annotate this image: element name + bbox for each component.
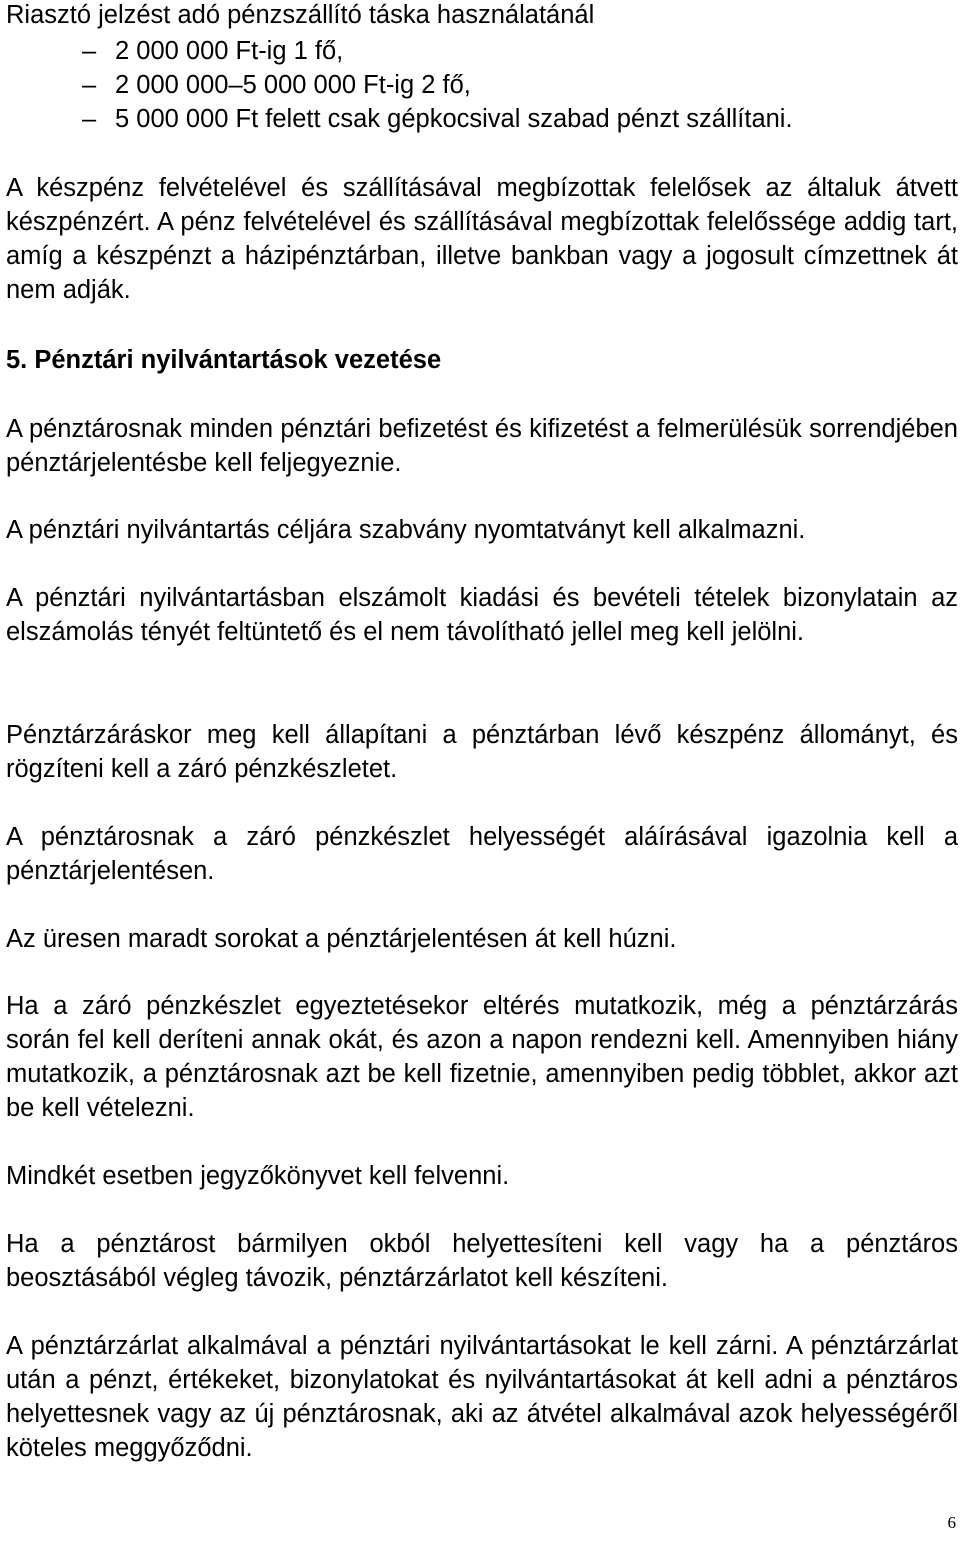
paragraph: A pénztári nyilvántartásban elszámolt kiadási és bevételi tételek bizonylatain az elszámolás tényét feltüntető és el nem távolítható jellel meg kell jelölni. [6,584,958,646]
paragraph: A pénztári nyilvántartás céljára szabvány nyomtatványt kell alkalmazni. [6,516,806,544]
paragraph: A pénztárosnak minden pénztári befizetést és kifizetést a felmerülésük sorrendjében pénztárjelentésbe kell feljegyeznie. [6,415,958,477]
bullet-text: 5 000 000 Ft felett csak gépkocsival szabad pénzt szállítani. [115,105,793,133]
dash-marker: – [82,105,97,133]
bullet-item [6,34,958,68]
bullet-item [6,102,958,136]
section-heading: 5. Pénztári nyilvántartások vezetése [6,346,442,374]
dash-marker: – [82,71,97,99]
bullet-text: 2 000 000–5 000 000 Ft-ig 2 fő, [115,71,471,99]
bullet-list [6,34,958,136]
paragraph: Ha a pénztárost bármilyen okból helyettesíteni kell vagy ha a pénztáros beosztásából végleg távozik, pénztárzárlatot kell készíteni. [6,1230,958,1292]
intro-line: Riasztó jelzést adó pénzszállító táska használatánál [6,1,595,29]
paragraph: Ha a záró pénzkészlet egyeztetésekor eltérés mutatkozik, még a pénztárzárás során fel kell deríteni annak okát, és azon a napon rendezni kell. Amennyiben hiány mutatkozik, a pénztárosnak azt be kell fizetnie, amennyiben pedig többlet, akkor azt be kell vételezni. [6,992,958,1122]
paragraph: A pénztárosnak a záró pénzkészlet helyességét aláírásával igazolnia kell a pénztárjelentésen. [6,823,958,885]
paragraph: A pénztárzárlat alkalmával a pénztári nyilvántartásokat le kell zárni. A pénztárzárlat után a pénzt, értékeket, bizonylatokat és nyilvántartásokat át kell adni a pénztáros helyettesnek vagy az új pénztárosnak, aki az átvétel alkalmával azok helyességéről köteles meggyőződni. [6,1332,958,1462]
paragraph-responsibility: A készpénz felvételével és szállításával megbízottak felelősek az általuk átvett készpénzért. A pénz felvételével és szállításával megbízottak felelőssége addig tart, amíg a készpénzt a házipénztárban, illetve bankban vagy a jogosult címzettnek át nem adják. [6,174,958,304]
paragraph: Pénztárzáráskor meg kell állapítani a pénztárban lévő készpénz állományt, és rögzíteni kell a záró pénzkészletet. [6,721,958,783]
bullet-text: 2 000 000 Ft-ig 1 fő, [115,37,344,65]
dash-marker: – [82,37,97,65]
bullet-item [6,68,958,102]
page-number: 6 [947,1513,956,1532]
paragraph: Az üresen maradt sorokat a pénztárjelentésen át kell húzni. [6,925,677,953]
paragraph: Mindkét esetben jegyzőkönyvet kell felvenni. [6,1162,510,1190]
